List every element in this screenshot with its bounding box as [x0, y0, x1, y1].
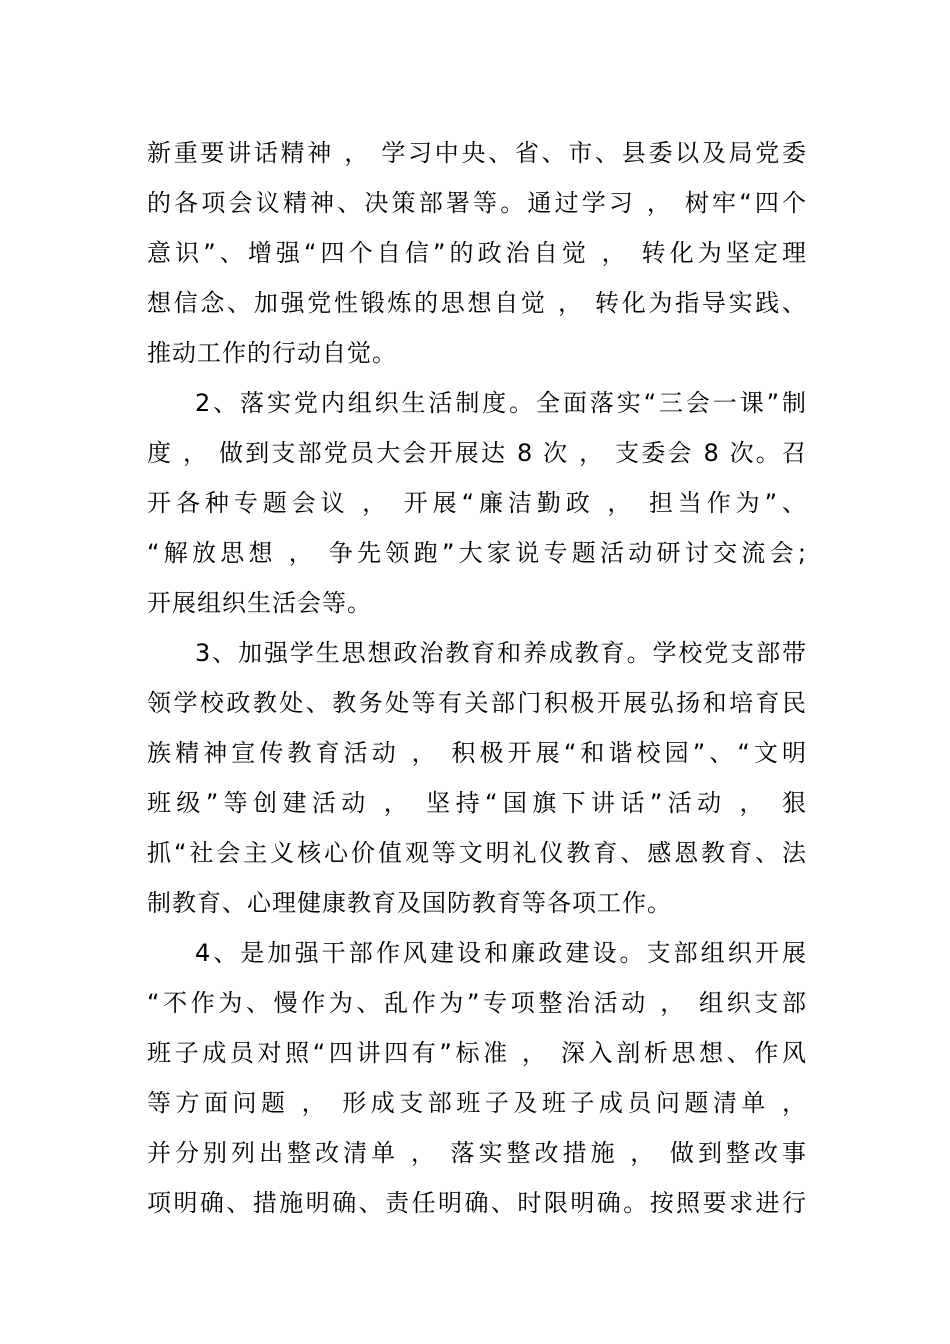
- text-line: 抓“社会主义核心价值观等文明礼仪教育、感恩教育、法: [147, 839, 807, 867]
- text-line: 4、是加强干部作风建设和廉政建设。支部组织开展: [195, 939, 807, 967]
- text-line: “解放思想 ， 争先领跑”大家说专题活动研讨交流会;: [147, 539, 807, 567]
- text-line: 意识”、增强“四个自信”的政治自觉 ， 转化为坚定理: [147, 239, 807, 267]
- text-line: 班子成员对照“四讲四有”标准 ， 深入剖析思想、作风: [147, 1039, 807, 1067]
- document-body: [147, 128, 807, 1228]
- text-line: “不作为、慢作为、乱作为”专项整治活动 ， 组织支部: [147, 989, 807, 1017]
- text-line: 度 ， 做到支部党员大会开展达 8 次 ， 支委会 8 次。召: [147, 439, 807, 467]
- text-line: 推动工作的行动自觉。: [147, 339, 397, 367]
- text-line: 的各项会议精神、决策部署等。通过学习 ， 树牢“四个: [147, 189, 807, 217]
- text-line: 班级”等创建活动 ， 坚持“国旗下讲话”活动 ， 狠: [147, 789, 807, 817]
- text-line: 3、加强学生思想政治教育和养成教育。学校党支部带: [195, 639, 807, 667]
- text-line: 2、落实党内组织生活制度。全面落实“三会一课”制: [195, 389, 807, 417]
- text-line: 开展组织生活会等。: [147, 589, 372, 617]
- text-line: 项明确、措施明确、责任明确、时限明确。按照要求进行: [147, 1189, 807, 1217]
- text-line: 等方面问题 ， 形成支部班子及班子成员问题清单 ，: [147, 1089, 807, 1117]
- text-line: 开各种专题会议 ， 开展“廉洁勤政 ， 担当作为”、: [147, 489, 807, 517]
- text-line: 并分别列出整改清单 ， 落实整改措施 ， 做到整改事: [147, 1139, 807, 1167]
- text-line: 族精神宣传教育活动 ， 积极开展“和谐校园”、“文明: [147, 739, 807, 767]
- text-line: 领学校政教处、教务处等有关部门积极开展弘扬和培育民: [147, 689, 807, 717]
- text-line: 新重要讲话精神 ， 学习中央、省、市、县委以及局党委: [147, 139, 807, 167]
- text-line: 想信念、加强党性锻炼的思想自觉 ， 转化为指导实践、: [147, 289, 807, 317]
- text-line: 制教育、心理健康教育及国防教育等各项工作。: [147, 889, 672, 917]
